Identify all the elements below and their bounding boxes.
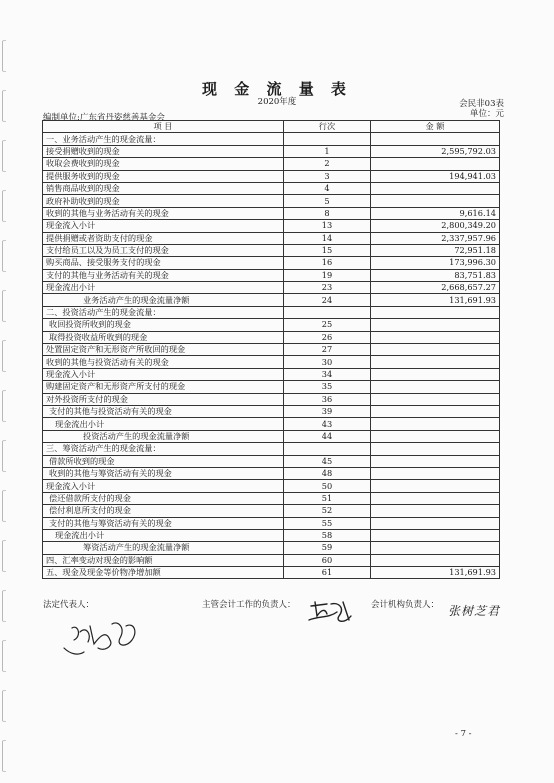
organization-name: 编制单位:广东省丹姿慈善基金会 [43, 113, 165, 123]
row-amount [371, 344, 500, 356]
row-line-number: 52 [284, 505, 371, 517]
row-item: 筹资活动产生的现金流量净额 [43, 542, 284, 554]
row-item: 一、业务活动产生的现金流量： [43, 133, 284, 145]
row-amount [371, 319, 500, 331]
legal-rep-label: 法定代表人： [43, 600, 95, 610]
accounting-head-label: 主管会计工作的负责人： [202, 600, 296, 610]
row-item: 提供服务收到的现金 [43, 170, 284, 182]
row-item: 投资活动产生的现金流量净额 [43, 430, 284, 442]
page-title: 现 金 流 量 表 [202, 80, 352, 98]
row-amount [371, 405, 500, 417]
row-amount: 194,941.03 [371, 170, 500, 182]
table-row [43, 220, 500, 232]
table-row [43, 331, 500, 343]
row-item: 现金流入小计 [43, 220, 284, 232]
row-amount: 83,751.83 [371, 269, 500, 281]
row-amount [371, 368, 500, 380]
row-item: 购建固定资产和无形资产所支付的现金 [43, 381, 284, 393]
row-amount [371, 467, 500, 479]
row-line-number: 25 [284, 319, 371, 331]
row-item: 四、汇率变动对现金的影响额 [43, 554, 284, 566]
row-line-number: 3 [284, 170, 371, 182]
row-line-number: 8 [284, 207, 371, 219]
row-item: 五、现金及现金等价物净增加额 [43, 567, 284, 579]
row-line-number: 26 [284, 331, 371, 343]
row-amount [371, 505, 500, 517]
table-row [43, 455, 500, 467]
row-amount [371, 182, 500, 194]
table-row [43, 282, 500, 294]
row-line-number [284, 306, 371, 318]
row-amount [371, 529, 500, 541]
row-line-number: 61 [284, 567, 371, 579]
row-item: 现金流出小计 [43, 529, 284, 541]
row-amount: 2,337,957.96 [371, 232, 500, 244]
row-item: 三、筹资活动产生的现金流量： [43, 443, 284, 455]
row-line-number: 34 [284, 368, 371, 380]
row-item: 收到的其他与筹资活动有关的现金 [43, 467, 284, 479]
row-amount [371, 381, 500, 393]
table-row [43, 542, 500, 554]
row-line-number: 35 [284, 381, 371, 393]
row-line-number: 36 [284, 393, 371, 405]
row-line-number: 14 [284, 232, 371, 244]
row-amount [371, 195, 500, 207]
row-line-number: 5 [284, 195, 371, 207]
cash-flow-table [42, 120, 500, 579]
row-amount: 2,800,349.20 [371, 220, 500, 232]
row-amount [371, 306, 500, 318]
table-row [43, 306, 500, 318]
row-line-number: 39 [284, 405, 371, 417]
row-item: 收到的其他与投资活动有关的现金 [43, 356, 284, 368]
row-amount [371, 455, 500, 467]
row-amount [371, 133, 500, 145]
row-line-number: 58 [284, 529, 371, 541]
row-amount [371, 356, 500, 368]
column-header-line: 行次 [284, 121, 371, 133]
table-row [43, 418, 500, 430]
row-line-number: 13 [284, 220, 371, 232]
table-row [43, 319, 500, 331]
row-line-number [284, 443, 371, 455]
row-amount [371, 480, 500, 492]
row-item: 取得投资收益所收到的现金 [43, 331, 284, 343]
row-amount [371, 492, 500, 504]
table-row [43, 170, 500, 182]
row-line-number [284, 133, 371, 145]
table-row [43, 517, 500, 529]
row-item: 政府补助收到的现金 [43, 195, 284, 207]
row-amount [371, 331, 500, 343]
row-line-number: 1 [284, 145, 371, 157]
table-row [43, 480, 500, 492]
row-line-number: 23 [284, 282, 371, 294]
row-amount: 2,595,792.03 [371, 145, 500, 157]
form-number: 会民非03表 [459, 99, 504, 109]
row-item: 业务活动产生的现金流量净额 [43, 294, 284, 306]
table-row [43, 467, 500, 479]
table-row [43, 368, 500, 380]
row-line-number: 16 [284, 257, 371, 269]
legal-rep-signature [60, 614, 160, 664]
table-row [43, 244, 500, 256]
row-item: 现金流入小计 [43, 480, 284, 492]
row-item: 现金流出小计 [43, 282, 284, 294]
row-line-number: 19 [284, 269, 371, 281]
table-row [43, 344, 500, 356]
row-item: 处置固定资产和无形资产所收回的现金 [43, 344, 284, 356]
row-item: 现金流出小计 [43, 418, 284, 430]
row-item: 支付的其他与筹资活动有关的现金 [43, 517, 284, 529]
row-line-number: 30 [284, 356, 371, 368]
row-line-number: 48 [284, 467, 371, 479]
row-amount [371, 418, 500, 430]
row-item: 偿还借款所支付的现金 [43, 492, 284, 504]
page-number: - 7 - [455, 729, 472, 739]
table-row [43, 145, 500, 157]
table-row [43, 182, 500, 194]
row-item: 二、投资活动产生的现金流量： [43, 306, 284, 318]
row-item: 偿付利息所支付的现金 [43, 505, 284, 517]
column-header-amount: 金 额 [371, 121, 500, 133]
row-line-number: 44 [284, 430, 371, 442]
row-line-number: 59 [284, 542, 371, 554]
report-year: 2020年度 [257, 97, 297, 107]
row-amount [371, 554, 500, 566]
accounting-org-head-signature: 张树芝君 [448, 604, 501, 618]
row-amount [371, 158, 500, 170]
row-amount: 9,616.14 [371, 207, 500, 219]
row-amount [371, 393, 500, 405]
table-row [43, 554, 500, 566]
row-amount: 131,691.93 [371, 294, 500, 306]
table-row [43, 269, 500, 281]
table-header-row [43, 121, 500, 133]
row-line-number: 55 [284, 517, 371, 529]
row-item: 销售商品收到的现金 [43, 182, 284, 194]
accounting-org-head-label: 会计机构负责人： [371, 600, 440, 610]
column-header-item: 项 目 [43, 121, 284, 133]
table-row [43, 133, 500, 145]
row-item: 借款所收到的现金 [43, 455, 284, 467]
table-row [43, 505, 500, 517]
row-line-number: 43 [284, 418, 371, 430]
row-line-number: 60 [284, 554, 371, 566]
table-row [43, 257, 500, 269]
row-item: 对外投资所支付的现金 [43, 393, 284, 405]
row-line-number: 50 [284, 480, 371, 492]
table-row [43, 443, 500, 455]
table-row [43, 405, 500, 417]
row-item: 购买商品、接受服务支付的现金 [43, 257, 284, 269]
table-row [43, 430, 500, 442]
row-item: 接受捐赠收到的现金 [43, 145, 284, 157]
row-amount: 2,668,657.27 [371, 282, 500, 294]
row-amount: 131,691.93 [371, 567, 500, 579]
table-row [43, 529, 500, 541]
row-amount [371, 430, 500, 442]
table-row [43, 232, 500, 244]
row-amount [371, 443, 500, 455]
row-line-number: 24 [284, 294, 371, 306]
row-amount [371, 517, 500, 529]
row-item: 提供捐赠或者资助支付的现金 [43, 232, 284, 244]
table-row [43, 356, 500, 368]
row-line-number: 27 [284, 344, 371, 356]
row-amount: 72,951.18 [371, 244, 500, 256]
row-line-number: 2 [284, 158, 371, 170]
table-row [43, 393, 500, 405]
row-line-number: 4 [284, 182, 371, 194]
row-item: 收回投资所收到的现金 [43, 319, 284, 331]
table-row [43, 207, 500, 219]
table-row [43, 567, 500, 579]
table-row [43, 492, 500, 504]
accounting-head-signature [305, 598, 357, 628]
table-row [43, 158, 500, 170]
row-line-number: 15 [284, 244, 371, 256]
row-item: 支付给员工以及为员工支付的现金 [43, 244, 284, 256]
currency-unit: 单位：元 [469, 109, 504, 119]
row-item: 支付的其他与业务活动有关的现金 [43, 269, 284, 281]
row-line-number: 45 [284, 455, 371, 467]
row-amount [371, 542, 500, 554]
row-line-number: 51 [284, 492, 371, 504]
table-row [43, 294, 500, 306]
row-item: 收到的其他与业务活动有关的现金 [43, 207, 284, 219]
row-item: 现金流入小计 [43, 368, 284, 380]
row-item: 支付的其他与投资活动有关的现金 [43, 405, 284, 417]
binding-holes [0, 0, 12, 783]
row-amount: 173,996.30 [371, 257, 500, 269]
row-item: 收取会费收到的现金 [43, 158, 284, 170]
table-row [43, 381, 500, 393]
table-row [43, 195, 500, 207]
